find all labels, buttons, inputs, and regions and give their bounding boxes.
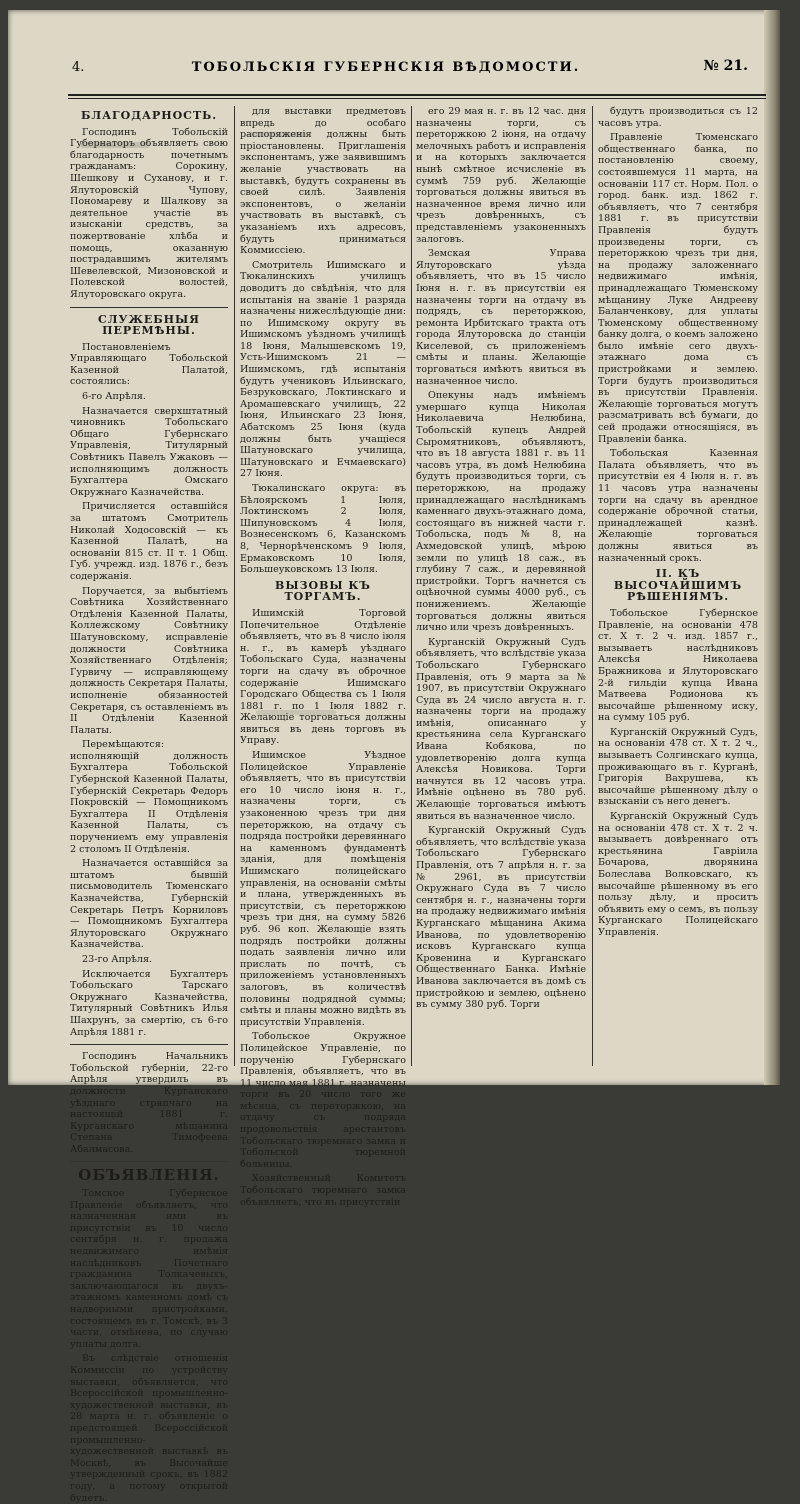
column-2 bbox=[240, 106, 406, 1208]
article-paragraph: 23-го Апрѣля. bbox=[82, 953, 153, 965]
article-paragraph: Господинъ Тобольскій Губернаторъ объявляетъ свою благодарность почетнымъ гражданамъ: Сорокину, Шешкову и Суханову, и г. Ялуторовскій Чупову, Пономареву и Шалкову за деятельное участіе въ изысканіи средствъ, за пожертвованіе хлѣба и помощь, оказанную пострадавшимъ жителямъ Шевелевской, Мизоновской и Полевской волостей, Ялуторовскаго округа. bbox=[70, 126, 228, 300]
issue-number: № 21. bbox=[703, 58, 748, 74]
article-paragraph: Тобольское Окружное Полицейское Управленіе, по порученію Губернскаго Правленія, объявляетъ, что въ 11 число мая 1881 г. назначены торги въ 20 число того же мѣсяца, съ переторжкою, на отдачу съ подряда продовольствія арестантовъ Тобольскаго тюремнаго замка и Тобольской тюремной больницы. bbox=[240, 1031, 406, 1170]
article-paragraph: Господинъ Начальникъ Тобольской губерніи, 22-го Апрѣля утвердилъ въ должности Курганскаго уѣзднаго стряпчаго на настоящій 1881 г. Курганскаго мѣщанина Степана Тимофеева Абалмасова. bbox=[70, 1051, 228, 1155]
article-paragraph: Постановленіемъ Управляющаго Тобольской Казенной Палатой, состоялись: bbox=[70, 341, 228, 388]
article-paragraph: Хозяйственный Комитетъ Тобольскаго тюремнаго замка объявляетъ, что въ присутствіи bbox=[240, 1173, 406, 1208]
article-paragraph: его 29 мая н. г. въ 12 час. дня назначены торги, съ переторжкою 2 іюня, на отдачу мелочныхъ работъ и исправленія и на которыхъ заключается нынѣ смѣтное исчисленіе въ суммѣ 759 руб. Желающіе торговаться должны явиться въ назначенное время лично или чрезъ довѣренныхъ, съ представленіемъ узаконенныхъ залоговъ. bbox=[416, 106, 586, 245]
article-paragraph: Исключается Бухгалтеръ Тобольскаго Тарскаго Окружнаго Казначейства, Титулярный Совѣтникъ Илья Шахрунъ, за смертію, съ 6-го Апрѣля 1881 г. bbox=[70, 968, 228, 1038]
column-divider bbox=[411, 106, 412, 1066]
article-paragraph: Правленіе Тюменскаго общественнаго банка, по постановленію своему, состоявшемуся 11 марта, на основаніи 117 ст. Норм. Пол. о город. банк. изд. 1862 г. объявляетъ, что 7 сентября 1881 г. въ присутствіи Правленія будутъ произведены торги, съ переторжкою чрезъ три дня, на продажу заложеннаго недвижимаго имѣнія, принадлежащаго Тюменскому мѣщанину Луке Андрееву Баланченкову, для уплаты Тюменскому общественному банку долга, о коемъ заложено было имѣніе сего двухъ-этажнаго дома съ пристройками и землею. Торги будутъ производиться въ присутствіи Правленія. Желающіе торговаться могутъ разсматривать всѣ бумаги, до сей продажи относящіяся, въ Правленіи банка. bbox=[598, 132, 758, 445]
header-rule bbox=[68, 94, 766, 96]
article-paragraph: Курганскій Окружный Судъ, на основаніи 478 ст. X т. 2 ч., вызываетъ Солгинскаго купца, проживающаго въ г. Курганѣ, Григорія Вахрушева, къ высочайше рѣшенному дѣлу о взысканіи съ него денегъ. bbox=[598, 726, 758, 808]
column-4 bbox=[598, 106, 758, 1066]
article-paragraph: Тюкалинскаго округа: въ Бѣлоярскомъ 1 Іюля, Локтинскомъ 2 Іюля, Шипуновскомъ 4 Іюля, Вознесенскомъ 6, Казанскомъ 8, Чернорѣченскомъ 9 Іюля, Ермаковскомъ 10 Іюля, Большеуковскомъ 13 Іюля. bbox=[240, 483, 406, 576]
article-paragraph: Тобольское Губернское Правленіе, на основаніи 478 ст. X т. 2 ч. изд. 1857 г., вызываетъ наслѣдниковъ Алексѣя Николаева Бражникова и Ялуторовскаго 2-й гильдіи купца Ивана Матвеева Родионова къ высочайше рѣшенному иску, на сумму 105 руб. bbox=[598, 607, 758, 724]
header-rule-thin bbox=[68, 98, 766, 99]
article-paragraph: Назначается оставшійся за штатомъ бывшій письмоводитель Тюменскаго Казначейства, Губернскій Секретарь Петръ Корниловъ — Помощникомъ Бухгалтера Ялуторовскаго Окружнаго Казначейства. bbox=[70, 858, 228, 951]
section-heading: ВЫЗОВЫ КЪ ТОРГАМЪ. bbox=[275, 578, 371, 604]
section-heading: II. КЪ ВЫСОЧАЙШИМЪ РѢШЕНІЯМЪ. bbox=[613, 567, 743, 604]
article-paragraph: Назначается сверхштатный чиновникъ Тобольскаго Общаго Губернскаго Управленія, Титулярный Совѣтникъ Павелъ Ужаковъ — исполняющимъ должность Бухгалтера Омскаго Окружнаго Казначейства. bbox=[70, 405, 228, 498]
article-paragraph: Тобольская Казенная Палата объявляетъ, что въ присутствіи ея 4 Іюля н. г. въ 11 часовъ утра назначены торги на сдачу въ арендное содержаніе оброчной статьи, принадлежащей казнѣ. Желающіе торговаться должны явиться въ назначенный срокъ. bbox=[598, 448, 758, 564]
article-paragraph: Томское Губернское Правленіе объявляетъ, что назначенная ими въ присутствіи въ 10 число сентября н. г. продажа недвижимаго имѣнія наслѣдниковъ Почетнаго гражданина Толкачевыхъ, заключающагося въ двухъ-этажномъ каменномъ домѣ съ надворными пристройками, состоящемъ въ г. Томскѣ, въ 3 части, отмѣнена, по случаю уплаты долга. bbox=[70, 1188, 228, 1350]
newspaper-title: ТОБОЛЬСКІЯ ГУБЕРНСКІЯ ВѢДОМОСТИ. bbox=[191, 60, 581, 75]
section-rule bbox=[70, 307, 228, 308]
column-divider bbox=[234, 106, 235, 1066]
page-edge bbox=[764, 10, 780, 1085]
section-rule bbox=[70, 1161, 228, 1162]
article-paragraph: Опекуны надъ имѣніемъ умершаго купца Николая Николаевича Нелюбина, Тобольскій купецъ Андрей Сыромятниковъ, объявляютъ, что въ 18 августа 1881 г. въ 11 часовъ утра, въ домѣ Нелюбина будутъ производиться торги, съ переторжкою, на продажу принадлежащаго наслѣдникамъ каменнаго двухъ-этажнаго дома, состоящаго въ нижней части г. Тобольска, подъ № 8, на Ахмедовской улицѣ, мѣрою земли по улицѣ 18 саж., въ глубину 7 саж., и деревянной пристройки. Торгъ начнется съ оцѣночной суммы 4000 руб., съ понижениемъ. Желающіе торговаться должны явиться лично или чрезъ довѣренныхъ. bbox=[416, 390, 586, 634]
page-number: 4. bbox=[72, 60, 85, 75]
article-paragraph: Ишимскій Торговой Попечительное Отдѣленіе объявляетъ, что въ 8 число іюля н. г., въ камерѣ уѣзднаго Тобольскаго Суда, назначены торги на сдачу въ оброчное содержаніе Ишимскаго Городскаго Общества съ 1 Іюля 1881 г. по 1 Іюля 1882 г. Желающіе торговаться должны явиться въ день торговъ въ Управу. bbox=[240, 607, 406, 747]
article-paragraph: Смотритель Ишимскаго и Тюкалинскихъ училищъ доводитъ до свѣдѣнія, что для испытанія на званіе 1 разряда назначены нижеслѣдующіе дни: по Ишимскому округу въ Ишимскомъ уѣздномъ училищѣ 18 Іюня, Малышевскомъ 19, Усть-Ишимскомъ 21 — Ишимскомъ, гдѣ испытанія будутъ учениковъ Ильинскаго, Безруковскаго, Локтинскаго и Аромашевскаго училищъ, 22 Іюня, Ильинскаго 23 Іюня, Абатскомъ 25 Іюня (куда должны быть учащіеся Шатуновскаго училища, Шатуновскаго и Ечмаевскаго) 27 Іюня. bbox=[240, 259, 406, 480]
ink-smudge bbox=[256, 710, 336, 715]
article-paragraph: для выставки предметовъ впредь до особаго распоряженія должны быть пріостановлены. Приглашенія экспонентамъ, уже заявившимъ желаніе участвовать на выставкѣ, будутъ сохранены въ своей силѣ. Заявленія экспонентовъ, о желаніи участвовать въ выставкѣ, съ указаніемъ ихъ адресовъ, будутъ приниматься Коммиссіею. bbox=[240, 106, 406, 257]
section-heading: БЛАГОДАРНОСТЬ. bbox=[80, 109, 218, 122]
article-paragraph: Ишимское Уѣздное Полицейское Управленіе объявляетъ, что въ присутствіи его 10 число іюня н. г., назначены торги, съ узаконенною чрезъ три дня переторжкою, на отдачу съ подряда постройки деревяннаго на каменномъ фундаментѣ зданія, для помѣщенія Ишимскаго полицейскаго управленія, на основаніи смѣты и плана, утвержденныхъ въ присутствіи, съ переторжкою чрезъ три дня, на сумму 5826 руб. 96 коп. Желающіе взять подрядъ постройки должны подать заявленія лично или прислать по почтѣ, съ приложеніемъ установленныхъ залоговъ, въ количествѣ половины подрядной суммы; смѣты и планы можно видѣть въ присутствіи Управленія. bbox=[240, 750, 406, 1028]
article-paragraph: Земская Управа Ялуторовскаго уѣзда объявляетъ, что въ 15 число Іюня н. г. въ присутствіи ея назначены торги на отдачу въ подрядъ, съ переторжкою, ремонта Ирбитскаго тракта отъ города Ялуторовска до станціи Киселевой, съ приложеніемъ смѣты и планы. Желающіе торговаться имѣютъ явиться въ назначенное число. bbox=[416, 248, 586, 387]
section-heading: СЛУЖЕБНЫЯ ПЕРЕМѢНЫ. bbox=[98, 312, 200, 338]
running-head bbox=[8, 54, 764, 84]
article-paragraph: Курганскій Окружный Судъ объявляетъ, что вслѣдствіе указа Тобольскаго Губернскаго Правленія, отъ 7 апрѣля н. г. за № 2961, въ присутствіи Окружнаго Суда въ 7 число сентября н. г., назначены торги на продажу недвижимаго имѣнія Курганскаго мѣщанина Акима Иванова, по удовлетворенію исковъ Курганскаго купца Кровенина и Курганскаго Общественнаго Банка. Имѣніе Иванова заключается въ домѣ съ пристройкою и землею, оцѣнено въ сумму 380 руб. Торги bbox=[416, 825, 586, 1011]
article-paragraph: Курганскій Окружный Судъ объявляетъ, что вслѣдствіе указа Тобольскаго Губернскаго Правленія, отъ 9 марта за № 1907, въ присутствіи Окружнаго Суда въ 24 число августа н. г. назначены торги на продажу имѣнія, описаннаго у крестьянина села Курганскаго Ивана Кобякова, по удовлетворенію долга купца Алексѣя Новикова. Торги начнутся въ 12 часовъ утра. Имѣніе оцѣнено въ 780 руб. Желающіе торговаться имѣютъ явиться въ назначенное число. bbox=[416, 636, 586, 822]
column-divider bbox=[592, 106, 593, 1066]
article-paragraph: Курганскій Окружный Судъ на основаніи 478 ст. X т. 2 ч. вызываетъ довѣреннаго отъ крестьянина Гавріила Бочарова, дворянина Болеслава Волковскаго, къ высочайше рѣшенному въ его пользу дѣлу, и проситъ объявить ему о семъ, въ пользу Курганскаго Полицейскаго Управленія. bbox=[598, 811, 758, 938]
column-3 bbox=[416, 106, 586, 1066]
ink-smudge bbox=[80, 142, 150, 148]
article-paragraph: будутъ производиться съ 12 часовъ утра. bbox=[598, 106, 758, 129]
article-paragraph: Причисляется оставшійся за штатомъ Смотритель Николай Ходосовскій — къ Казенной Палатѣ, на основаніи 815 ст. II т. 1 Общ. Губ. учрежд. изд. 1876 г., безъ содержанія. bbox=[70, 501, 228, 582]
column-1 bbox=[70, 106, 228, 1504]
section-heading-large: ОБЪЯВЛЕНІЯ. bbox=[78, 1166, 220, 1185]
ink-smudge bbox=[248, 132, 308, 137]
article-paragraph: 6-го Апрѣля. bbox=[82, 391, 146, 403]
article-paragraph: Въ слѣдствіе отношенія Коммиссіи по устройству выставки, объявляется, что Всероссійской промышленно-художественной выставки, въ 28 марта н. г. объявленіе о предстоящей Всероссійской промышленно-художественной выставкѣ въ Москвѣ, въ Высочайше утвержденный срокъ, въ 1882 году, а потому открытой будетъ. bbox=[70, 1353, 228, 1504]
article-paragraph: Перемѣщаются: исполняющій должность Бухгалтера Тобольской Губернской Казенной Палаты, Губернскій Секретарь Федоръ Покровскій — Помощникомъ Бухгалтера II Отдѣленія Казенной Палаты, съ поручениемъ ему управленія 2 столомъ II Отдѣленія. bbox=[70, 739, 228, 855]
article-paragraph: Поручается, за выбытіемъ Совѣтника Хозяйственнаго Отдѣленія Казенной Палаты, Коллежскому Совѣтнику Шатуновскому, исправленіе должности Совѣтника Хозяйственнаго Отдѣленія; Гурвичу — исправляющему должность Секретаря Палаты, исполненіе обязанностей Секретаря, съ оставленіемъ въ II Отдѣленіи Казенной Палаты. bbox=[70, 585, 228, 736]
newspaper-page bbox=[8, 10, 780, 1504]
section-rule bbox=[70, 1044, 228, 1045]
